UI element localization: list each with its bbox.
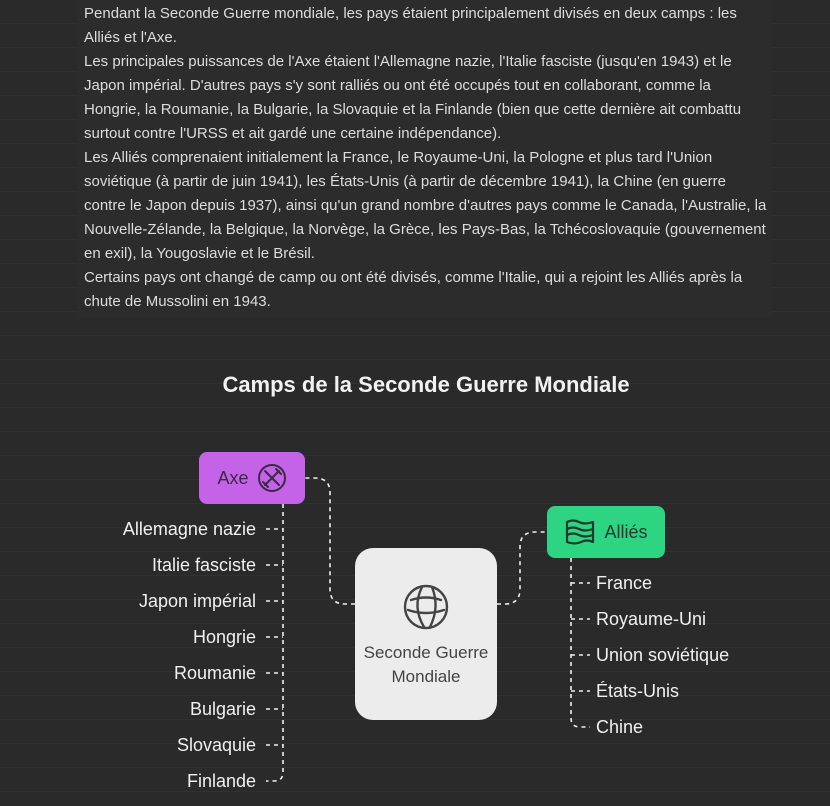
flag-icon xyxy=(564,518,596,546)
tools-icon xyxy=(257,463,287,493)
allies-node[interactable] xyxy=(547,506,665,558)
axe-leaf-item[interactable]: Hongrie xyxy=(192,627,256,647)
mindmap-title: Camps de la Seconde Guerre Mondiale xyxy=(222,372,630,397)
axe-leaf-item[interactable]: Slovaquie xyxy=(176,735,256,755)
paragraph: Certains pays ont changé de camp ou ont été divisés, comme l'Italie, qui a rejoint les Alliés après la chute de Mussolini en 1943. xyxy=(84,269,743,310)
paragraph: Les Alliés comprenaient initialement la France, le Royaume-Uni, la Pologne et plus tard l'Union soviétique (à partir de juin 1941), les États-Unis (à partir de décembre 1941), la Chine (en guerre contre le Japon depuis 1937), ainsi qu'un grand nombre d'autres pays comme le Canada, l'Australie, la Nouvelle-Zélande, la Belgique, la Norvège, la Grèce, les Pays-Bas, la Tchécoslovaquie (gouvernement en exil), la Yougoslavie et le Brésil. xyxy=(84,149,767,262)
center-node-label: Seconde Guerre Mondiale xyxy=(363,643,489,686)
allies-leaf-item[interactable]: Chine xyxy=(596,717,644,737)
paragraph: Les principales puissances de l'Axe étaient l'Allemagne nazie, l'Italie fasciste (jusqu'en 1943) et le Japon impérial. D'autres pays s'y sont ralliés ou ont été occupés tout en collaborant, comme la Hongrie, la Roumanie, la Bulgarie, la Slovaquie et la Finlande (bien que cette dernière ait combattu surtout contre l'URSS et ait gardé une certaine indépendance). xyxy=(84,53,742,142)
axe-node[interactable] xyxy=(199,452,305,504)
axe-leaf-item[interactable]: Japon impérial xyxy=(138,591,256,611)
allies-leaf-item[interactable]: Royaume-Uni xyxy=(596,609,707,629)
allies-leaf-item[interactable]: France xyxy=(596,573,653,593)
axe-trunk xyxy=(266,504,283,781)
allies-leaf-item[interactable]: Union soviétique xyxy=(596,645,730,665)
center-node[interactable] xyxy=(355,548,497,720)
connector-center-allies xyxy=(497,532,547,604)
globe-icon xyxy=(402,583,450,631)
axe-leaf-item[interactable]: Bulgarie xyxy=(189,699,256,719)
connector-center-axe xyxy=(305,478,355,604)
axe-leaf-item[interactable]: Finlande xyxy=(186,771,256,791)
axe-leaf-item[interactable]: Italie fasciste xyxy=(151,555,256,575)
axe-node-label: Axe xyxy=(217,467,249,488)
paragraph: Pendant la Seconde Guerre mondiale, les pays étaient principalement divisés en deux camps : les Alliés et l'Axe. xyxy=(84,5,737,46)
axe-leaf-item[interactable]: Allemagne nazie xyxy=(122,519,256,539)
allies-node-label: Alliés xyxy=(604,521,648,542)
axe-leaf-item[interactable]: Roumanie xyxy=(173,663,256,683)
allies-leaf-item[interactable]: États-Unis xyxy=(596,681,680,701)
